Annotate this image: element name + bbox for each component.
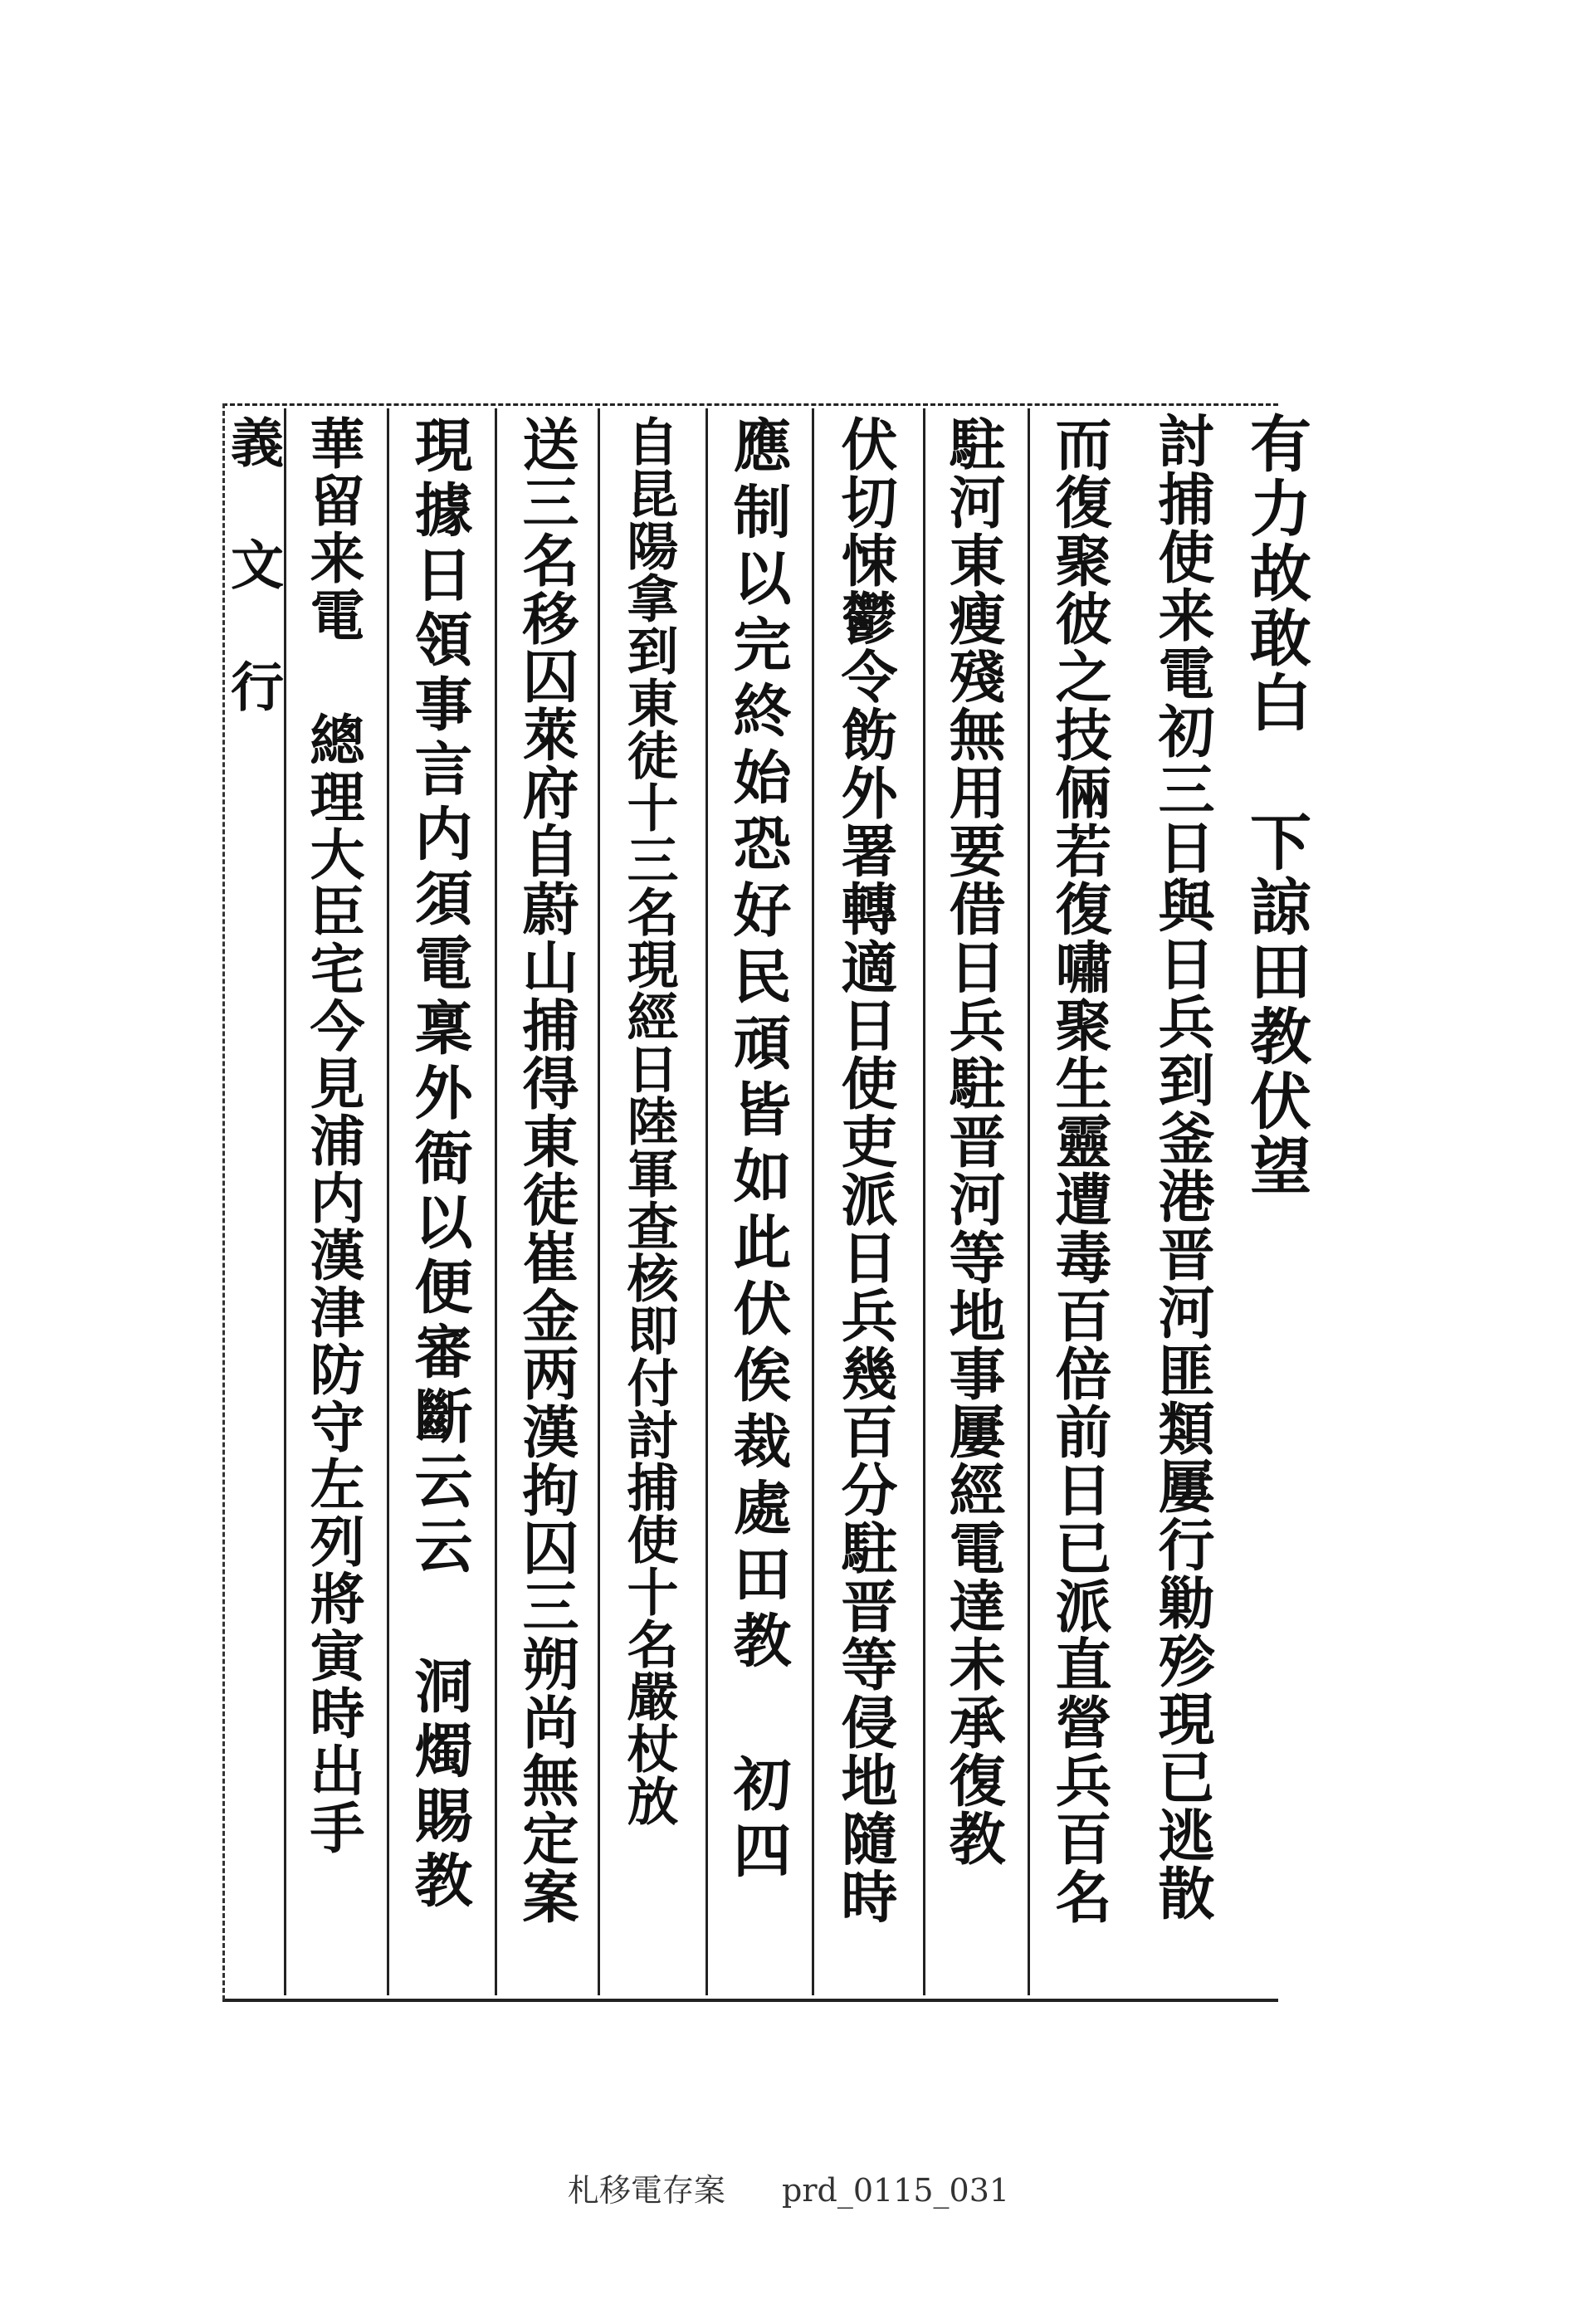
column-rule [598, 408, 600, 1995]
column-rule [923, 408, 925, 1995]
footer-title: 札移電存案 [567, 2172, 725, 2209]
frame-top-border [222, 403, 1278, 406]
text-column-3: 而復聚彼之技倆若復嘯聚生靈遭毒百倍前日已派直營兵百名 [1046, 415, 1112, 1926]
text-column-1: 有力故敢白 下諒田教伏望 [1240, 412, 1311, 1199]
column-rule [495, 408, 497, 1995]
text-column-5: 伏切悚鬱令飭外署轉適日使吏派日兵幾百分駐晋等侵地隨時 [832, 415, 898, 1926]
column-rule [387, 408, 389, 1995]
column-rule [706, 408, 708, 1995]
footer [0, 2165, 1577, 2210]
text-column-2: 討捕使来電初三日與日兵到釜港晋河匪類屢行勦殄現已逃散 [1149, 412, 1215, 1922]
column-rule [1028, 408, 1030, 1995]
text-column-8: 送三名移囚萊府自蔚山捕得東徒崔金两漢拘囚三朔尚無定案 [513, 415, 579, 1926]
column-rule [812, 408, 814, 1995]
text-column-10: 華留来電 總理大臣宅今見浦内漢津防守左列將寅時出手 [300, 415, 365, 1857]
text-column-4: 駐河東瘦殘無用要借日兵駐晋河等地事屢經電達未承復教 [940, 415, 1006, 1868]
frame-bottom-border [222, 1999, 1278, 2002]
text-column-7: 自昆陽拿到東徒十三名現經日陸軍查核即付討捕使十名嚴杖放 [618, 415, 679, 1827]
text-column-6: 應制以完終始恐好民頑皆如此伏俟裁處田教 初四 [724, 415, 793, 1887]
text-column-9: 現據日領事言内須電稟外衙以便審斷云云 洞燭賜教 [405, 415, 474, 1915]
margin-label: 義 文 行 [222, 415, 284, 715]
footer-code: prd_0115_031 [782, 2172, 1010, 2209]
